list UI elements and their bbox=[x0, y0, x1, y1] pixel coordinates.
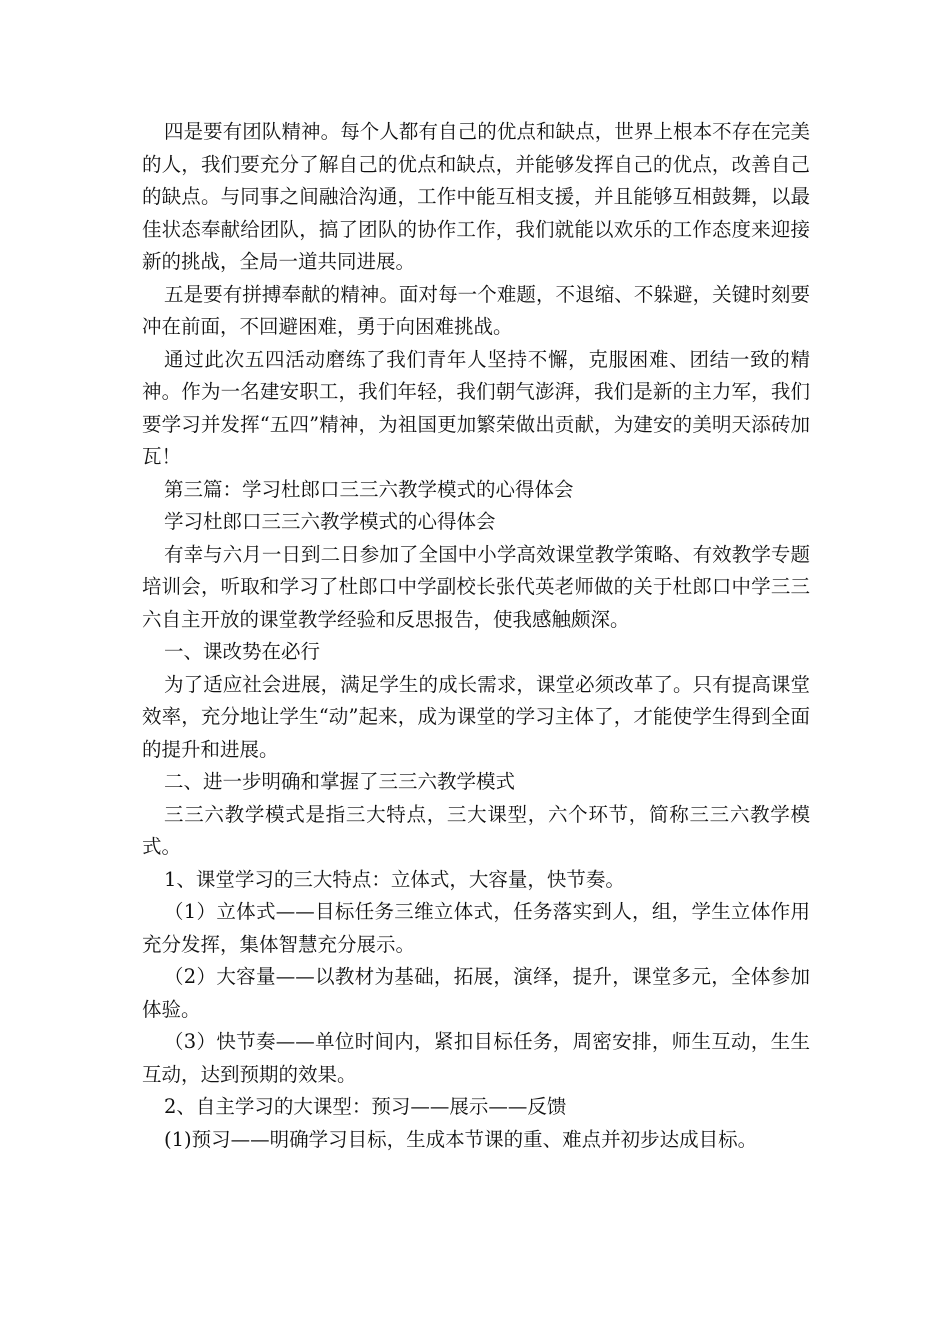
paragraph-team-spirit: 四是要有团队精神。每个人都有自己的优点和缺点，世界上根本不存在完美的人，我们要充分了解自己的优点和缺点，并能够发挥自己的优点，改善自己的缺点。与同事之间融洽沟通，工作中能互相支援，并且能够互相鼓舞，以最佳状态奉献给团队，搞了团队的协作工作，我们就能以欢乐的工作态度来迎接新的挑战，全局一道共同进展。 bbox=[142, 120, 810, 273]
paragraph-336-definition: 三三六教学模式是指三大特点，三大课型，六个环节，简称三三六教学模式。 bbox=[142, 802, 810, 858]
list-item-fast-pace: （3）快节奏——单位时间内，紧扣目标任务，周密安排，师生互动，生生互动，达到预期的效果。 bbox=[142, 1030, 810, 1086]
list-item-preview: (1)预习——明确学习目标，生成本节课的重、难点并初步达成目标。 bbox=[164, 1127, 758, 1151]
list-item-large-capacity: （2）大容量——以教材为基础，拓展，演绎，提升，课堂多元，全体参加体验。 bbox=[142, 965, 810, 1021]
section-title: 第三篇：学习杜郎口三三六教学模式的心得体会 bbox=[164, 477, 574, 501]
paragraph-reform: 为了适应社会进展，满足学生的成长需求，课堂必须改革了。只有提高课堂效率，充分地让学生“动”起来，成为课堂的学习主体了，才能使学生得到全面的提升和进展。 bbox=[142, 672, 810, 761]
paragraph-training: 有幸与六月一日到二日参加了全国中小学高效课堂教学策略、有效教学专题培训会，听取和学习了杜郎口中学副校长张代英老师做的关于杜郎口中学三三六自主开放的课堂教学经验和反思报告，使我感触颇深。 bbox=[142, 542, 810, 631]
document-page bbox=[142, 116, 810, 1156]
list-heading-course-types: 2、自主学习的大课型：预习——展示——反馈 bbox=[164, 1095, 567, 1118]
subheading-336-model: 二、进一步明确和掌握了三三六教学模式 bbox=[164, 770, 516, 793]
paragraph-may-fourth: 通过此次五四活动磨练了我们青年人坚持不懈，克服困难、团结一致的精神。作为一名建安职工，我们年轻，我们朝气澎湃，我们是新的主力军，我们要学习并发挥“五四”精神，为祖国更加繁荣做出贡献，为建安的美明天添砖加瓦！ bbox=[142, 347, 810, 468]
subheading-reform: 一、课改势在必行 bbox=[164, 640, 321, 663]
article-title: 学习杜郎口三三六教学模式的心得体会 bbox=[164, 510, 496, 533]
paragraph-dedication: 五是要有拼搏奉献的精神。面对每一个难题，不退缩、不躲避，关键时刻要冲在前面，不回避困难，勇于向困难挑战。 bbox=[142, 282, 810, 338]
list-item-three-dimensional: （1）立体式——目标任务三维立体式，任务落实到人，组，学生立体作用充分发挥，集体智慧充分展示。 bbox=[142, 900, 810, 956]
list-heading-features: 1、课堂学习的三大特点：立体式，大容量，快节奏。 bbox=[164, 867, 625, 891]
